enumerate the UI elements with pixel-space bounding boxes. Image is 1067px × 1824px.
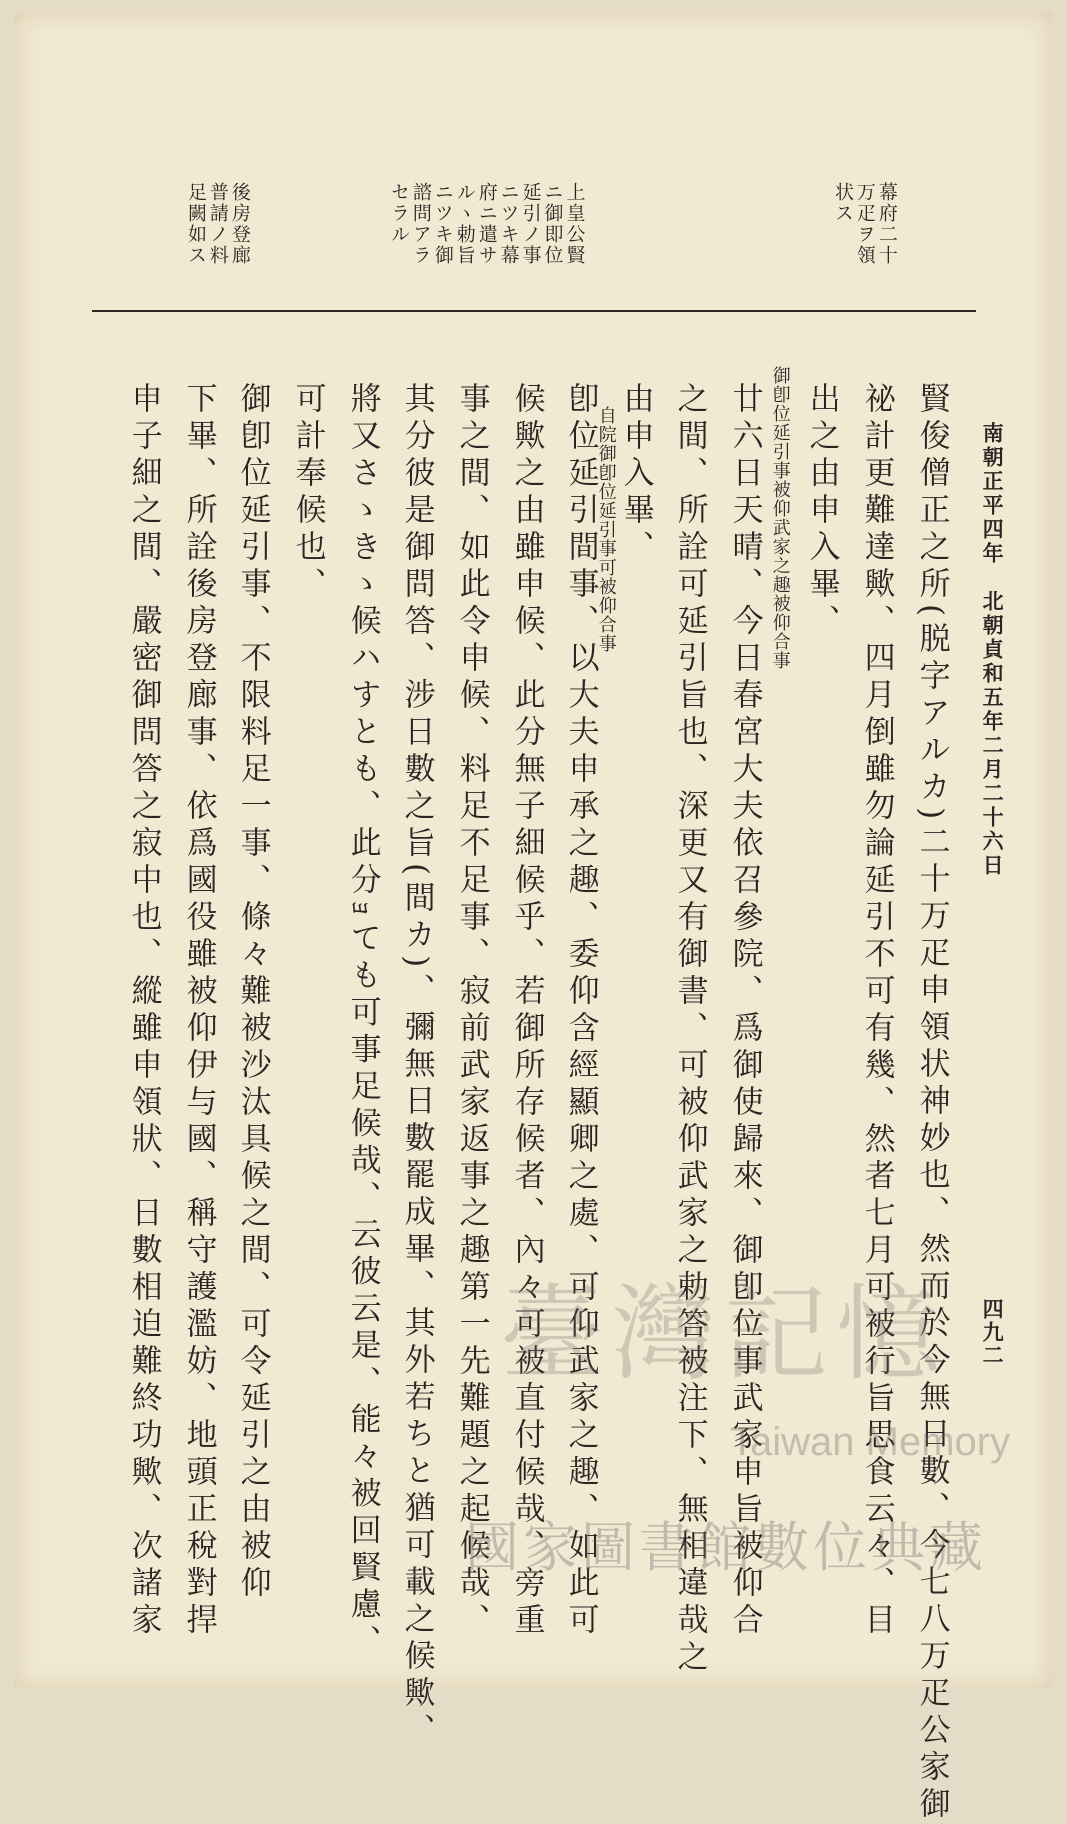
margin-note-line: 幕府二十 — [875, 182, 898, 266]
body-column: 祕計更難達歟、四月倒雖勿論延引不可有幾、然者七月可被行旨思食云々、目 — [858, 382, 895, 1640]
margin-note-line: 普請ノ料 — [206, 182, 229, 266]
body-column: 賢俊僧正之所(脱字アルカ)二十万疋申領状神妙也、然而於今無日數、今七八万疋公家御 — [913, 382, 950, 1824]
margin-note-line: 万疋ヲ領 — [853, 182, 876, 266]
body-column: 申子細之間、嚴密御問答之寂中也、縱雖申領狀、日數相迫難終功歟、次諸家 — [125, 382, 162, 1640]
body-column: 廿六日天晴、今日春宮大夫依召參院、爲御使歸來、御卽位事武家申旨被仰合 — [726, 382, 763, 1640]
watermark-english: Taiwan Memory — [730, 1420, 1011, 1464]
body-column: 將又さゝきゝ候ハすとも、此分ｮても可事足候哉、云彼云是、能々被回賢慮、 — [344, 382, 381, 1662]
body-column: 候歟之由雖申候、此分無子細候乎、若御所存候者、內々可被直付候哉、旁重 — [508, 382, 545, 1640]
body-column: 出之由申入畢、 — [803, 382, 840, 641]
section-heading: 自院御卽位延引事可被仰合事 — [595, 406, 617, 653]
margin-note-line: 諮問アラ — [409, 182, 432, 266]
margin-note-1 — [832, 182, 896, 294]
margin-note-line: 府ニ遣サ — [475, 182, 498, 266]
header-rule — [92, 310, 976, 312]
body-column: 可計奉候也、 — [289, 382, 326, 604]
margin-note-line: ルヽ勅旨 — [453, 182, 476, 266]
watermark-library: 國家圖書館數位典藏 — [465, 1516, 987, 1579]
watermark-script: 臺灣記憶 — [500, 1273, 949, 1395]
margin-note-line: 上皇公賢 — [563, 182, 586, 266]
body-column: 御卽位延引事、不限料足一事、條々難被沙汰具候之間、可令延引之由被仰 — [234, 382, 271, 1603]
margin-note-line: セラル — [387, 182, 410, 245]
body-column: 由申入畢、 — [617, 382, 654, 567]
running-head: 南朝正平四年 北朝貞和五年二月二十六日 — [980, 422, 1006, 878]
margin-note-line: 後房登廊 — [228, 182, 251, 266]
page-number: 四九二 — [980, 1298, 1006, 1367]
margin-note-line: ニツキ御 — [431, 182, 454, 266]
section-heading: 御卽位延引事被仰武家之趣被仰合事 — [769, 366, 791, 670]
margin-note-3 — [185, 182, 249, 294]
body-column: 之間、所詮可延引旨也、深更又有御書、可被仰武家之勅答被注下、無相違哉之 — [671, 382, 708, 1677]
body-column: 下畢、所詮後房登廊事、依爲國役雖被仰伊与國、稱守護濫妨、地頭正稅對捍 — [180, 382, 217, 1640]
margin-note-line: 延引ノ事 — [519, 182, 542, 266]
margin-note-line: 状ス — [831, 182, 854, 224]
margin-note-line: 足闕如ス — [184, 182, 207, 266]
body-column: 其分彼是御問答、涉日數之旨(間カ)、彌無日數罷成畢、其外若ちと猶可載之候歟、 — [398, 382, 435, 1751]
body-column: 事之間、如此令申候、料足不足事、寂前武家返事之趣第一先難題之起候哉、 — [453, 382, 490, 1640]
margin-note-2 — [387, 182, 586, 294]
margin-note-line: ニツキ幕 — [497, 182, 520, 266]
body-column: 卽位延引間事、以大夫申承之趣、委仰含經顯卿之處、可仰武家之趣、如此可 — [562, 382, 599, 1640]
margin-note-line: ニ御即位 — [541, 182, 564, 266]
